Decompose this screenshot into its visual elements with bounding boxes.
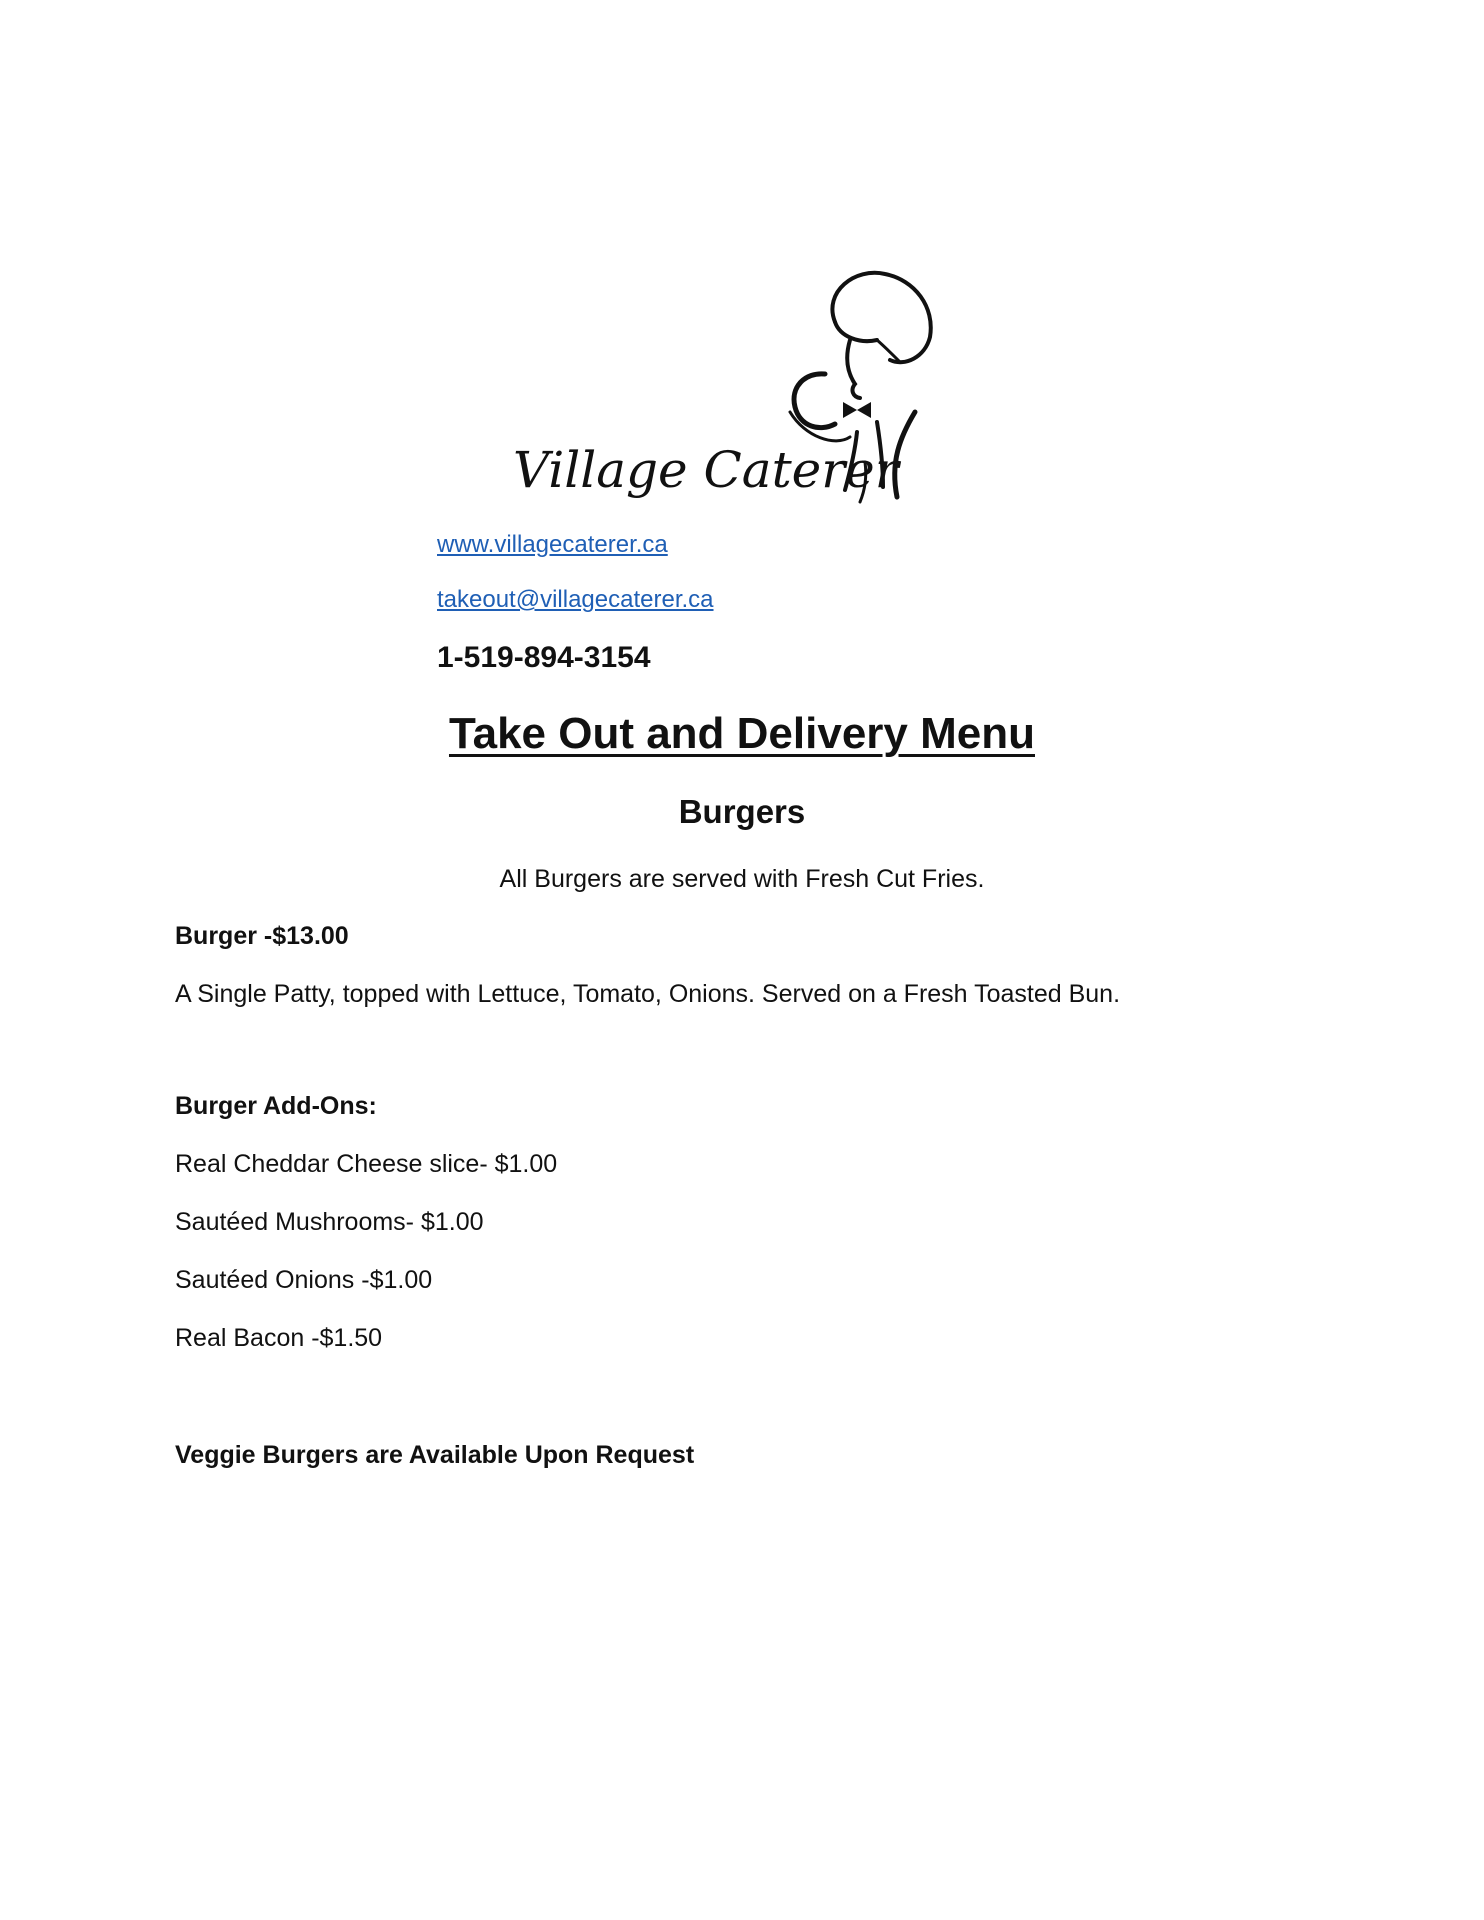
website-link[interactable]: www.villagecaterer.ca [437, 531, 668, 558]
chef-icon [505, 262, 945, 512]
addon-item: Sautéed Mushrooms- $1.00 [175, 1208, 484, 1236]
page-title [0, 708, 1484, 760]
addon-item: Sautéed Onions -$1.00 [175, 1266, 433, 1294]
menu-item-name: Burger -$13.00 [175, 922, 349, 950]
menu-body [175, 920, 1325, 1471]
addon-item: Real Bacon -$1.50 [175, 1324, 383, 1352]
phone-number: 1-519-894-3154 [437, 641, 651, 674]
veggie-note: Veggie Burgers are Available Upon Request [175, 1441, 695, 1469]
addon-item: Real Cheddar Cheese slice- $1.00 [175, 1150, 558, 1178]
logo-brand-text: Village Caterer [513, 441, 899, 499]
village-caterer-logo [505, 262, 945, 512]
addons-label: Burger Add-Ons: [175, 1092, 377, 1120]
section-title: Burgers [678, 793, 806, 830]
menu-item-description: A Single Patty, topped with Lettuce, Tomato, Onions. Served on a Fresh Toasted Bun. [175, 980, 1121, 1008]
contact-block [437, 530, 1137, 676]
section-note: All Burgers are served with Fresh Cut Fries. [499, 865, 985, 893]
page-title-text: Take Out and Delivery Menu [448, 709, 1035, 758]
email-link[interactable]: takeout@villagecaterer.ca [437, 586, 714, 613]
